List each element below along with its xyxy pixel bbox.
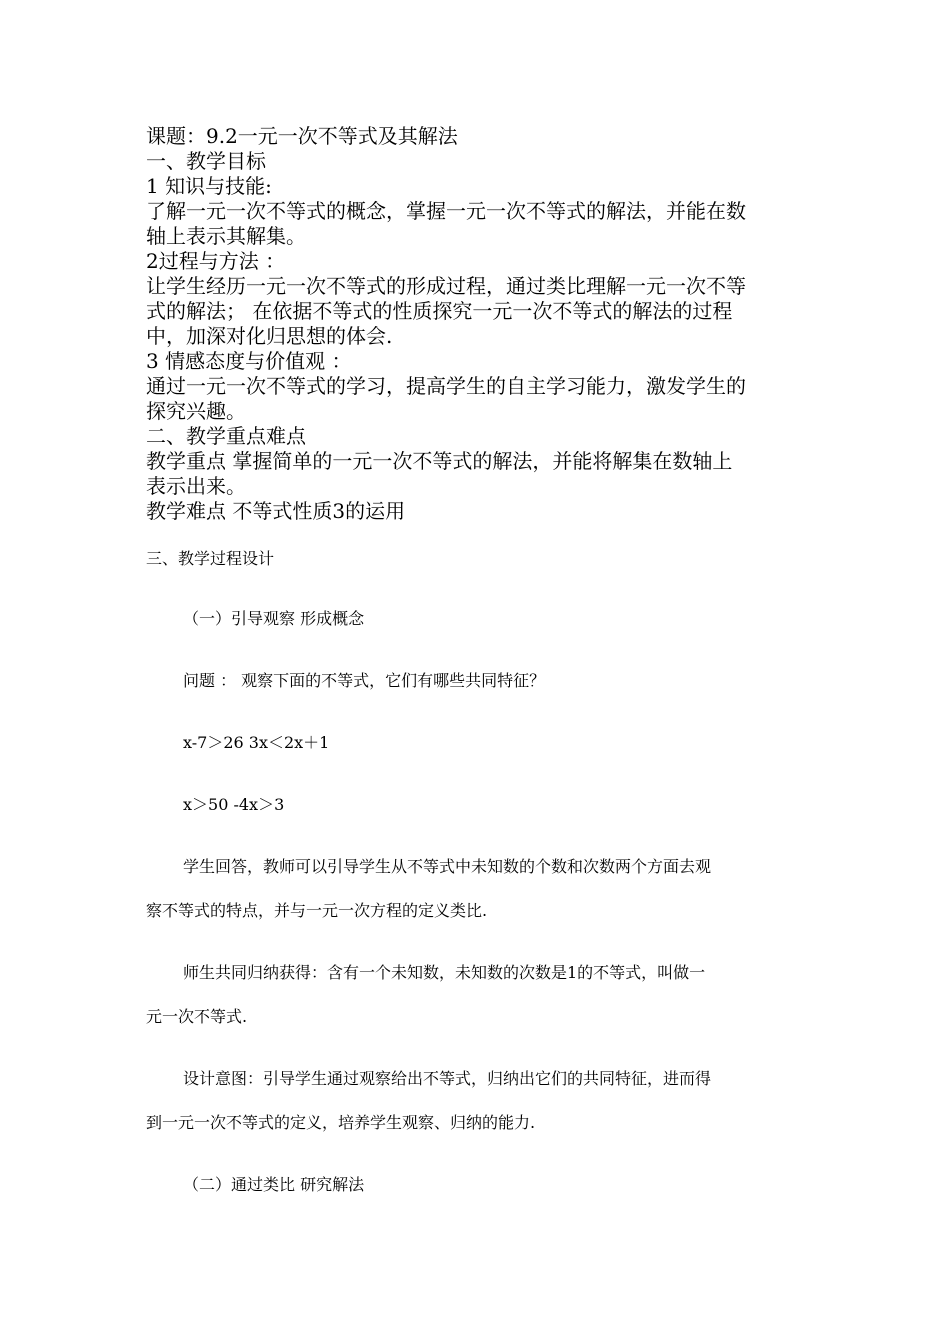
process-line: 中，加深对化归思想的体会. [146, 324, 393, 348]
knowledge-line: 轴上表示其解集。 [146, 224, 306, 248]
answer-paragraph-line: 察不等式的特点，并与一元一次方程的定义类比. [146, 901, 488, 920]
part1-heading: （一）引导观察 形成概念 [183, 609, 365, 628]
summary-paragraph-line: 元一次不等式. [146, 1007, 248, 1026]
emotion-heading: 3 情感态度与价值观 ： [146, 349, 352, 373]
intent-paragraph-line: 到一元一次不等式的定义，培养学生观察、归纳的能力. [146, 1113, 536, 1132]
knowledge-line: 了解一元一次不等式的概念，掌握一元一次不等式的解法，并能在数 [146, 199, 746, 223]
process-heading: 2过程与方法 ： [146, 249, 286, 273]
inequality-line: x-7＞26 3x＜2x＋1 [183, 733, 330, 752]
process-line: 让学生经历一元一次不等式的形成过程，通过类比理解一元一次不等 [146, 274, 746, 298]
process-design-heading: 三、教学过程设计 [146, 549, 275, 568]
part2-heading: （二）通过类比 研究解法 [183, 1175, 365, 1194]
inequality-line: x＞50 -4x＞3 [183, 795, 285, 814]
difficulty-line: 教学难点 不等式性质3的运用 [146, 499, 406, 523]
focus-line: 教学重点 掌握简单的一元一次不等式的解法，并能将解集在数轴上 [146, 449, 733, 473]
lesson-title: 课题：9.2一元一次不等式及其解法 [146, 124, 458, 148]
emotion-line: 探究兴趣。 [146, 399, 246, 423]
objectives-heading: 一、教学目标 [146, 149, 266, 173]
intent-paragraph-line: 设计意图：引导学生通过观察给出不等式，归纳出它们的共同特征，进而得 [183, 1069, 712, 1088]
key-points-heading: 二、教学重点难点 [146, 424, 306, 448]
summary-paragraph-line: 师生共同归纳获得：含有一个未知数，未知数的次数是1的不等式，叫做一 [183, 963, 706, 982]
answer-paragraph-line: 学生回答，教师可以引导学生从不等式中未知数的个数和次数两个方面去观 [183, 857, 712, 876]
question-text: 问题 ： 观察下面的不等式，它们有哪些共同特征？ [183, 671, 546, 690]
emotion-line: 通过一元一次不等式的学习，提高学生的自主学习能力，激发学生的 [146, 374, 746, 398]
knowledge-heading: 1 知识与技能: [146, 174, 272, 198]
focus-line: 表示出来。 [146, 474, 246, 498]
process-line: 式的解法； 在依据不等式的性质探究一元一次不等式的解法的过程 [146, 299, 733, 323]
